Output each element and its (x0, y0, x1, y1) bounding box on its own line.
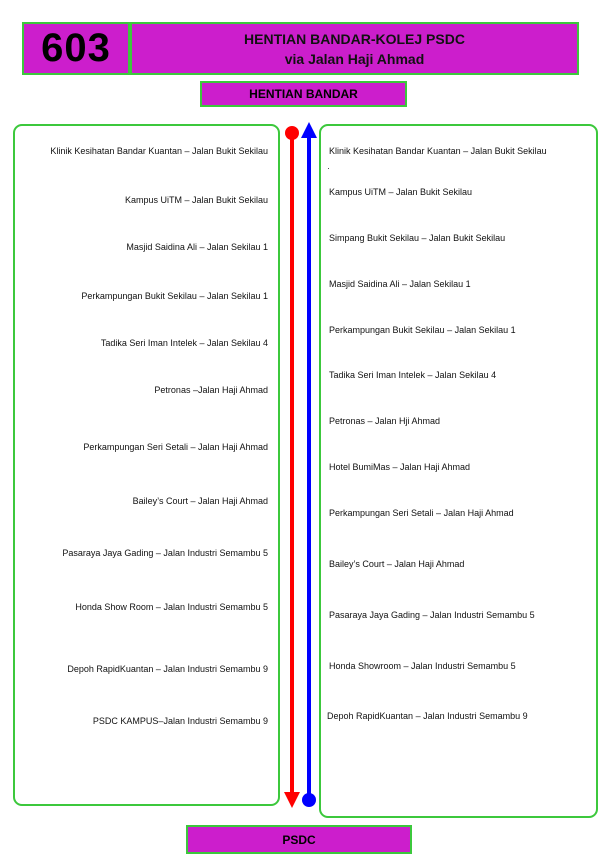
stray-dot: · (327, 163, 330, 173)
outbound-stop-5: Tadika Seri Iman Intelek – Jalan Sekilau 4 (100, 338, 268, 348)
inbound-stop-1: Klinik Kesihatan Bandar Kuantan – Jalan Bukit Sekilau (329, 146, 547, 156)
route-title-line1: HENTIAN BANDAR-KOLEJ PSDC (244, 30, 465, 47)
start-terminal-label: HENTIAN BANDAR (249, 87, 358, 101)
inbound-stop-8: Hotel BumiMas – Jalan Haji Ahmad (329, 462, 471, 472)
inbound-stop-11: Pasaraya Jaya Gading – Jalan Industri Semambu 5 (329, 610, 535, 620)
outbound-stop-1: Klinik Kesihatan Bandar Kuantan – Jalan Bukit Sekilau (50, 146, 268, 156)
inbound-stop-13: Depoh RapidKuantan – Jalan Industri Semambu 9 (327, 711, 528, 721)
outbound-stop-10: Honda Show Room – Jalan Industri Semambu 5 (75, 602, 268, 612)
end-terminal-label: PSDC (282, 832, 316, 847)
inbound-start-dot (302, 793, 316, 807)
outbound-stop-3: Masjid Saidina Ali – Jalan Sekilau 1 (126, 242, 268, 252)
inbound-stop-6: Tadika Seri Iman Intelek – Jalan Sekilau 4 (329, 370, 497, 380)
outbound-start-dot (285, 126, 299, 140)
outbound-stop-12: PSDC KAMPUS–Jalan Industri Semambu 9 (92, 716, 268, 726)
inbound-stop-7: Petronas – Jalan Hji Ahmad (329, 416, 441, 426)
inbound-stop-5: Perkampungan Bukit Sekilau – Jalan Sekilau 1 (329, 325, 516, 335)
inbound-stop-4: Masjid Saidina Ali – Jalan Sekilau 1 (329, 279, 471, 289)
outbound-stop-8: Bailey’s Court – Jalan Haji Ahmad (132, 496, 268, 506)
outbound-stop-11: Depoh RapidKuantan – Jalan Industri Semambu 9 (67, 664, 268, 674)
route-title-line2: via Jalan Haji Ahmad (284, 50, 425, 67)
outbound-stop-2: Kampus UiTM – Jalan Bukit Sekilau (124, 195, 268, 205)
inbound-stop-10: Bailey’s Court – Jalan Haji Ahmad (329, 559, 465, 569)
inbound-stop-2: Kampus UiTM – Jalan Bukit Sekilau (329, 187, 473, 197)
inbound-stop-9: Perkampungan Seri Setali – Jalan Haji Ahmad (329, 508, 514, 518)
inbound-stop-3: Simpang Bukit Sekilau – Jalan Bukit Sekilau (329, 233, 506, 243)
end-terminal (186, 825, 412, 854)
outbound-stop-9: Pasaraya Jaya Gading – Jalan Industri Semambu 5 (62, 548, 268, 558)
route-number: 603 (41, 26, 111, 70)
inbound-stop-12: Honda Showroom – Jalan Industri Semambu 5 (329, 661, 516, 671)
outbound-stop-7: Perkampungan Seri Setali – Jalan Haji Ahmad (83, 442, 268, 452)
outbound-stop-4: Perkampungan Bukit Sekilau – Jalan Sekilau 1 (81, 291, 268, 301)
outbound-stop-6: Petronas –Jalan Haji Ahmad (154, 385, 268, 395)
